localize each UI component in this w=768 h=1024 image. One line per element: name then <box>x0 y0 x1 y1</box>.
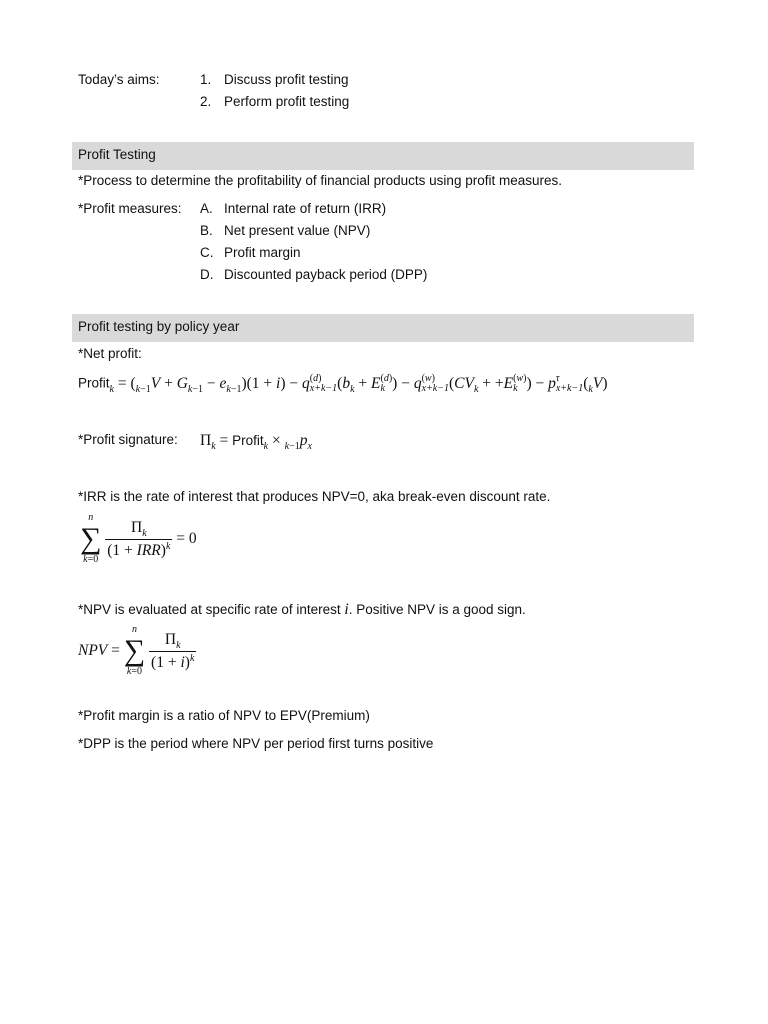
irr-formula: n ∑ k=0 $\frac{\Pi_k}{(1 + IRR)^k}$ = 0 <box>80 512 197 565</box>
section-heading: Profit testing by policy year <box>78 319 240 334</box>
aim-number: 2. <box>200 94 212 109</box>
irr-description: *IRR is the rate of interest that produces NPV=0, aka break-even discount rate. <box>78 489 551 504</box>
profit-margin-description: *Profit margin is a ratio of NPV to EPV(Premium) <box>78 708 370 723</box>
section-description: *Process to determine the profitability of financial products using profit measures. <box>78 173 562 188</box>
aim-item: Perform profit testing <box>224 94 350 109</box>
measure-item: Profit margin <box>224 245 301 260</box>
aim-number: 1. <box>200 72 212 87</box>
net-profit-formula: Profit$_k$ = $(_{k-1}V + G_{k-1} - e_{k-1})(1 + i) - q$ (d) x+k−1 ($b_k + E$ (d) k ) − q (w) x+k−1 ($CV_k + +E$ (w) k ) − p τ x+k−1 $(_kV)$ <box>78 373 608 395</box>
aim-item: Discuss profit testing <box>224 72 349 87</box>
measures-label: *Profit measures: <box>78 201 182 216</box>
measure-item: Discounted payback period (DPP) <box>224 267 428 282</box>
aims-label: Today’s aims: <box>78 72 160 87</box>
section-heading: Profit Testing <box>78 147 156 162</box>
measure-letter: D. <box>200 267 214 282</box>
section-heading-band <box>72 142 694 170</box>
measure-letter: B. <box>200 223 213 238</box>
npv-formula: NPV = n ∑ k=0 $\frac{\Pi_k}{(1 + i)^k}$ <box>78 624 195 677</box>
npv-description: *NPV is evaluated at specific rate of interest i. Positive NPV is a good sign. <box>78 601 526 618</box>
dpp-description: *DPP is the period where NPV per period first turns positive <box>78 736 434 751</box>
net-profit-label: *Net profit: <box>78 346 142 361</box>
signature-formula: $\Pi_k$ = Profit$_k$ × $_{k-1}p_x$ <box>200 432 312 452</box>
measure-letter: A. <box>200 201 213 216</box>
section-heading-band <box>72 314 694 342</box>
measure-letter: C. <box>200 245 214 260</box>
signature-label: *Profit signature: <box>78 432 178 447</box>
measure-item: Internal rate of return (IRR) <box>224 201 387 216</box>
measure-item: Net present value (NPV) <box>224 223 371 238</box>
